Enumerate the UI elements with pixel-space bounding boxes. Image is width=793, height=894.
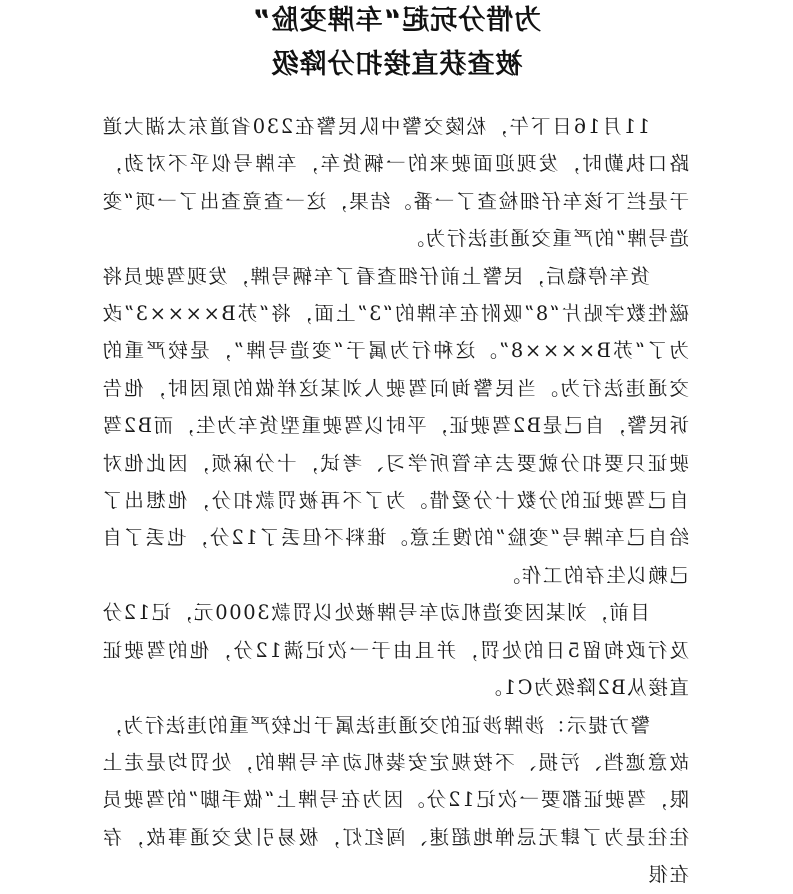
- paragraph-police-tip: 警方提示：涉牌涉证的交通违法属于比较严重的违法行为，故意遮挡、污损、不按规定安装机动车号牌的，处罚均是走上限，驾驶证都要一次记12分。因为在号牌上“做手脚”的驾驶员往往是为了肆无忌惮地超速、闯红灯，极易引发交通事故，存在很: [101, 713, 689, 887]
- paragraph-incident: 11月16日下午，松陵交警中队民警在230省道东太湖大道路口执勤时，发现迎面驶来的一辆货车，车牌号似乎不对劲，于是拦下该车仔细检查了一番。结果，这一查竟查出了一项“变造号牌”的严重交通违法行为。: [101, 115, 689, 251]
- headline-line-2: 被查获直接扣分降级: [270, 49, 523, 80]
- paragraph-penalty: 目前，刘某因变造机动车号牌被处以罚款3000元，记12分及行政拘留5日的处罚，并且由于一次记满12分，他的驾驶证直接从B2降级为C1。: [101, 601, 689, 700]
- paragraph-inspection: 货车停稳后，民警上前仔细查看了车辆号牌，发现驾驶员将磁性数字贴片“8”吸附在车牌的“3”上面，将“苏B××××3”改为了“苏B××××8”。这种行为属于“变造号牌”，是较严重的交通违法行为。当民警询问驾驶人刘某这样做的原因时，他告诉民警，自己是B2驾驶证，平时以驾驶重型货车为生，而B2驾驶证只要扣分就要去车管所学习、考试，十分麻烦，因此他对自己驾驶证的分数十分爱惜。为了不再被罚款扣分，他想出了给自己车牌号“变脸”的馊主意。谁料不但丢了12分，也丢了自己赖以生存的工作。: [101, 264, 689, 587]
- headline-line-1: 为惜分玩起“车牌变脸”: [251, 5, 542, 36]
- article-body: [101, 108, 689, 894]
